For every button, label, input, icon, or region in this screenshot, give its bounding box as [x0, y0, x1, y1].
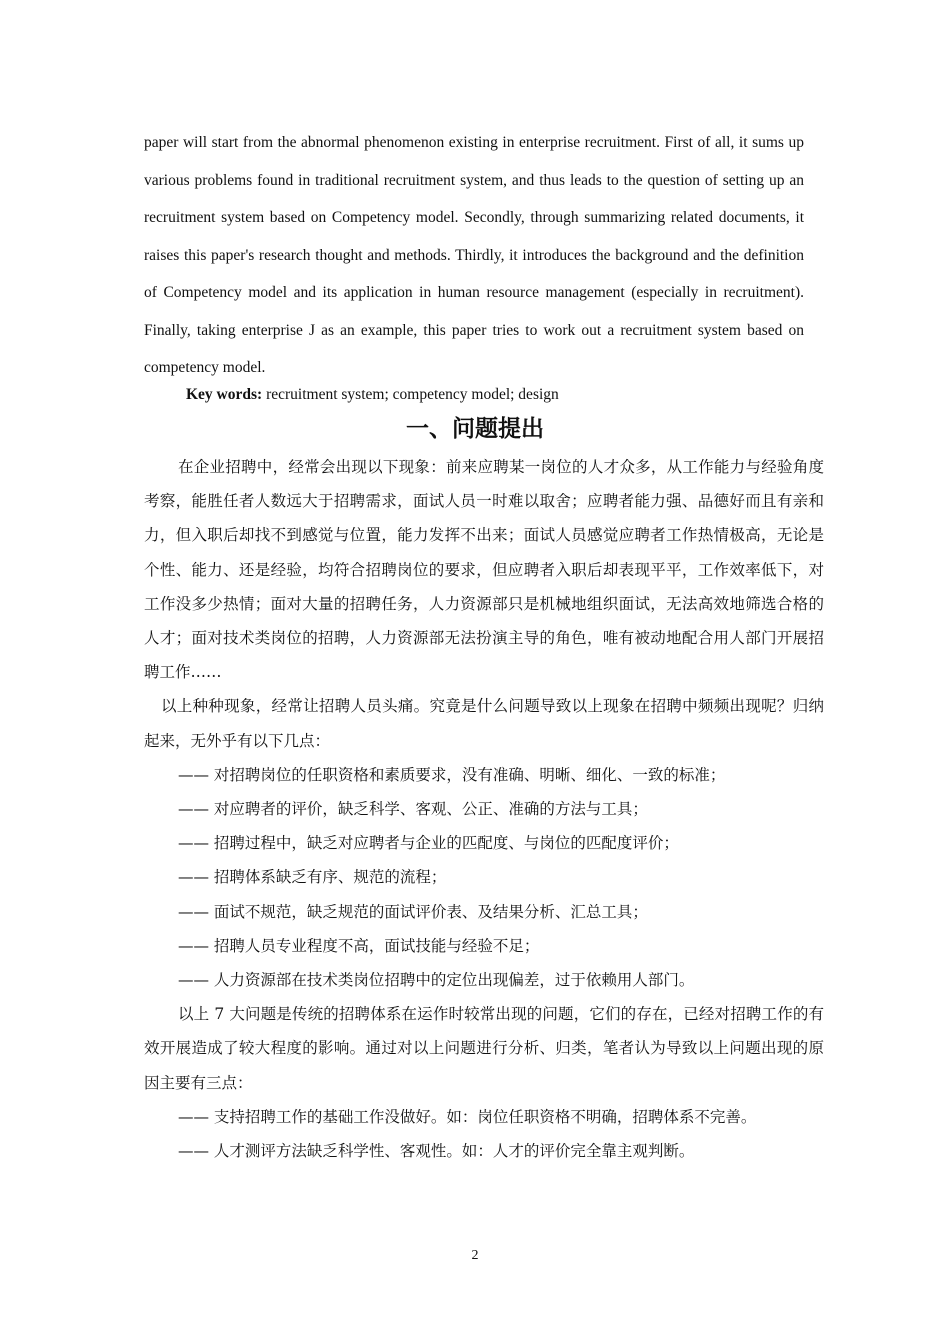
- paragraph-summary: 以上 7 大问题是传统的招聘体系在运作时较常出现的问题，它们的存在，已经对招聘工作的有效开展造成了较大程度的影响。通过对以上问题进行分析、归类，笔者认为导致以上问题出现的原因主要有三点：: [144, 1005, 824, 1092]
- paragraph-phenomena: 在企业招聘中，经常会出现以下现象：前来应聘某一岗位的人才众多，从工作能力与经验角度考察，能胜任者人数远大于招聘需求，面试人员一时难以取舍；应聘者能力强、品德好而且有亲和力，但入职后却找不到感觉与位置，能力发挥不出来；面试人员感觉应聘者工作热情极高，无论是个性、能力、还是经验，均符合招聘岗位的要求，但应聘者入职后却表现平平，工作效率低下，对工作没多少热情；面对大量的招聘任务，人力资源部只是机械地组织面试，无法高效地筛选合格的人才；面对技术类岗位的招聘，人力资源部无法扮演主导的角色，唯有被动地配合用人部门开展招聘工作……: [144, 458, 824, 682]
- abstract-paragraph: paper will start from the abnormal phenomenon existing in enterprise recruitment. First of all, it sums up various problems found in traditional recruitment system, and thus leads to the question of setting up an recruitment system based on Competency model. Secondly, through summarizing related documents, it raises this paper's research thought and methods. Thirdly, it introduces the background and the definition of Competency model and its application in human resource management (especially in recruitment). Finally, taking enterprise J as an example, this paper tries to work out a recruitment system based on competency model.: [144, 134, 804, 376]
- section-heading: 一、问题提出: [406, 416, 544, 442]
- problem-item: —— 招聘体系缺乏有序、规范的流程；: [178, 868, 447, 887]
- cause-item: —— 支持招聘工作的基础工作没做好。如：岗位任职资格不明确，招聘体系不完善。: [178, 1107, 757, 1126]
- abstract-english: [144, 124, 804, 387]
- problem-item: —— 面试不规范，缺乏规范的面试评价表、及结果分析、汇总工具；: [178, 902, 648, 921]
- cause-item: —— 人才测评方法缺乏科学性、客观性。如：人才的评价完全靠主观判断。: [178, 1142, 695, 1161]
- problem-item: —— 人力资源部在技术类岗位招聘中的定位出现偏差，过于依赖用人部门。: [178, 971, 695, 990]
- problem-item: —— 招聘过程中，缺乏对应聘者与企业的匹配度、与岗位的匹配度评价；: [178, 834, 679, 853]
- keywords-label: Key words:: [186, 386, 263, 403]
- problem-item: —— 招聘人员专业程度不高，面试技能与经验不足；: [178, 936, 540, 955]
- keywords-text: recruitment system; competency model; design: [262, 386, 559, 403]
- page-number: 2: [471, 1248, 479, 1263]
- problem-item: —— 对招聘岗位的任职资格和素质要求，没有准确、明晰、细化、一致的标准；: [178, 765, 726, 784]
- keywords-line: [186, 381, 559, 409]
- paragraph-question: 以上种种现象，经常让招聘人员头痛。究竟是什么问题导致以上现象在招聘中频频出现呢？归纳起来，无外乎有以下几点：: [144, 697, 824, 750]
- body-text: [144, 450, 824, 1168]
- problem-item: —— 对应聘者的评价，缺乏科学、客观、公正、准确的方法与工具；: [178, 800, 648, 819]
